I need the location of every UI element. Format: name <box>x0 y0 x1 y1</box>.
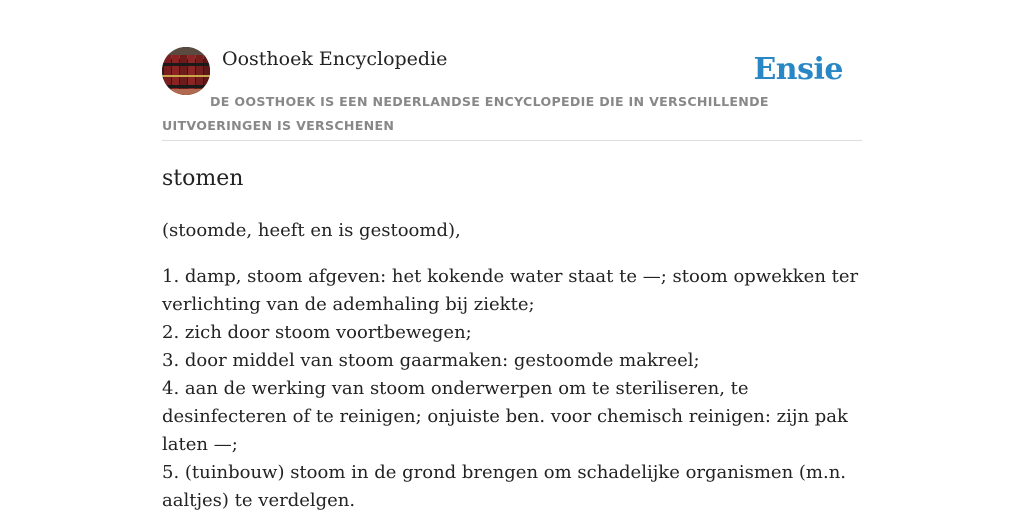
encyclopedia-books-icon[interactable] <box>162 47 210 95</box>
definition-item: 4. aan de werking van stoom onderwerpen om te steriliseren, te desinfecteren of te reinigen; onjuiste ben. voor chemisch reinigen: zijn pak laten —; <box>162 378 848 455</box>
definition-item: 3. door middel van stoom gaarmaken: gestoomde makreel; <box>162 350 700 371</box>
dictionary-subtitle: DE OOSTHOEK IS EEN NEDERLANDSE ENCYCLOPEDIE DIE IN VERSCHILLENDE UITVOERINGEN IS VERSCHENEN <box>162 94 769 133</box>
dictionary-header <box>162 44 862 141</box>
definition-item: 1. damp, stoom afgeven: het kokende water staat te —; stoom opwekken ter verlichting van de ademhaling bij ziekte; <box>162 266 859 315</box>
ensie-logo-link[interactable]: Ensie <box>753 52 843 87</box>
definition-item: 5. (tuinbouw) stoom in de grond brengen om schadelijke organismen (m.n. aaltjes) te verdelgen. <box>162 462 847 511</box>
dictionary-title[interactable]: Oosthoek Encyclopedie <box>222 48 448 70</box>
entry-headword: stomen <box>162 166 244 191</box>
entry-grammar: (stoomde, heeft en is gestoomd), <box>162 220 461 241</box>
entry-definitions <box>162 263 862 512</box>
definition-item: 2. zich door stoom voortbewegen; <box>162 322 472 343</box>
